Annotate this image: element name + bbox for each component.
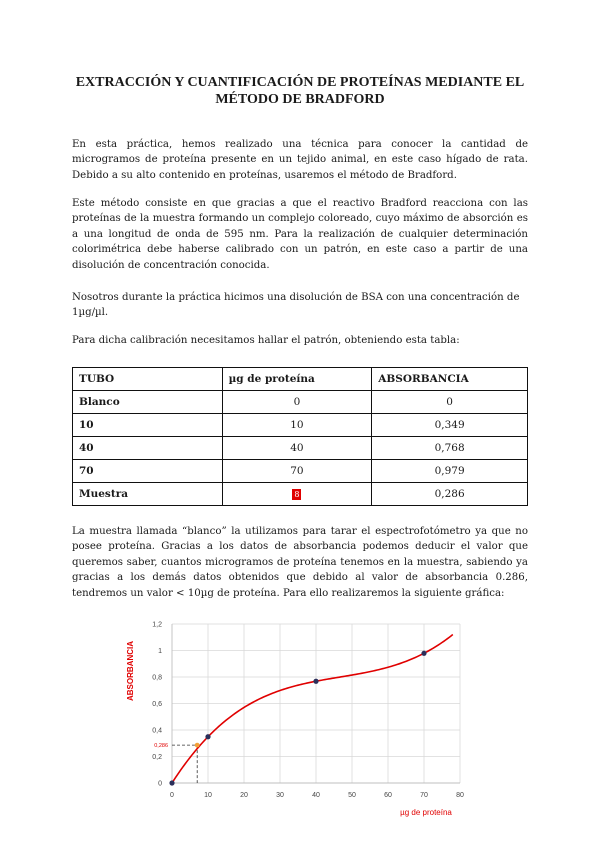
table-header-row	[73, 368, 528, 391]
table-cell: 70	[222, 460, 372, 483]
trendline-curve	[172, 635, 453, 783]
sample-point	[195, 743, 200, 748]
x-tick-label: 80	[456, 792, 464, 799]
x-tick-label: 10	[204, 792, 212, 799]
chart-tick-labels	[152, 622, 464, 800]
sample-result-highlight: 8	[294, 490, 300, 499]
y-tick-label: 0,6	[152, 701, 162, 708]
table-cell	[222, 483, 372, 506]
analysis-paragraph: La muestra llamada “blanco” la utilizamos para tarar el espectrofotómetro ya que no posee proteína. Gracias a los datos de absorbancia podemos deducir el valor que queremos saber, cuantos microgramos de proteína tenemos en la muestra, sabiendo ya gracias a los demás datos obtenidos que debido al valor de absorbancia 0.286, tendremos un valor < 10µg de proteína. Para ello realizaremos la siguiente gráfica:	[72, 526, 528, 599]
table-cell: 0	[372, 391, 528, 414]
table-cell: 0,768	[372, 437, 528, 460]
y-tick-label: 1,2	[152, 621, 162, 629]
table-row	[73, 437, 528, 460]
data-point	[169, 780, 174, 785]
table-cell: 0,349	[372, 414, 528, 437]
x-tick-label: 20	[240, 792, 248, 799]
table-header: TUBO	[73, 368, 223, 391]
table-cell: 10	[222, 414, 372, 437]
table-cell: 0,286	[372, 483, 528, 506]
method-paragraph: Este método consiste en que gracias a que el reactivo Bradford reacciona con las proteínas de la muestra formando un complejo coloreado, cuyo máximo de absorción es a una longitud de onda de 595 nm. Para la realización de cualquier determinación colorimétrica debe haberse calibrado con un patrón, en este caso a partir de una disolución de concentración conocida.	[72, 198, 528, 271]
data-point	[421, 651, 426, 656]
title-line-2: MÉTODO DE BRADFORD	[215, 92, 385, 107]
x-axis-label: µg de proteína	[400, 808, 452, 817]
table-row	[73, 483, 528, 506]
title-line-1: EXTRACCIÓN Y CUANTIFICACIÓN DE PROTEÍNAS MEDIANTE EL	[75, 75, 525, 90]
chart-grid	[172, 624, 460, 783]
sample-annotation: 0,286	[154, 743, 168, 750]
x-tick-label: 60	[384, 792, 392, 799]
table-header: µg de proteína	[222, 368, 372, 391]
x-tick-label: 50	[348, 792, 356, 799]
x-tick-label: 0	[170, 792, 174, 799]
table-row	[73, 414, 528, 437]
calibration-chart	[115, 614, 475, 824]
table-cell: Blanco	[73, 391, 223, 414]
calibration-table	[72, 367, 528, 506]
x-tick-label: 40	[312, 792, 320, 799]
table-cell: 0,979	[372, 460, 528, 483]
y-tick-label: 1	[158, 648, 162, 655]
table-row	[73, 391, 528, 414]
y-tick-label: 0,8	[152, 674, 162, 682]
table-cell: 40	[73, 437, 223, 460]
table-header: ABSORBANCIA	[372, 368, 528, 391]
table-row	[73, 460, 528, 483]
table-cell: 70	[73, 460, 223, 483]
data-point	[205, 734, 210, 739]
x-tick-label: 30	[276, 792, 284, 799]
data-point	[313, 679, 318, 684]
document-title	[72, 74, 528, 108]
y-tick-label: 0,2	[152, 754, 162, 761]
intro-paragraph: En esta práctica, hemos realizado una técnica para conocer la cantidad de microgramos de proteína presente en un tejido animal, en este caso hígado de rata. Debido a su alto contenido en proteínas, usaremos el método de Bradford.	[72, 139, 528, 181]
table-cell: 0	[222, 391, 372, 414]
y-axis-label: ABSORBANCIA	[126, 641, 135, 701]
table-cell: 40	[222, 437, 372, 460]
x-tick-label: 70	[420, 792, 428, 799]
table-cell: Muestra	[73, 483, 223, 506]
y-tick-label: 0,4	[152, 727, 162, 735]
table-intro-paragraph: Para dicha calibración necesitamos hallar el patrón, obteniendo esta tabla:	[72, 335, 460, 346]
y-tick-label: 0	[158, 780, 162, 788]
bsa-paragraph: Nosotros durante la práctica hicimos una disolución de BSA con una concentración de 1µg/µl.	[72, 292, 520, 319]
table-cell: 10	[73, 414, 223, 437]
